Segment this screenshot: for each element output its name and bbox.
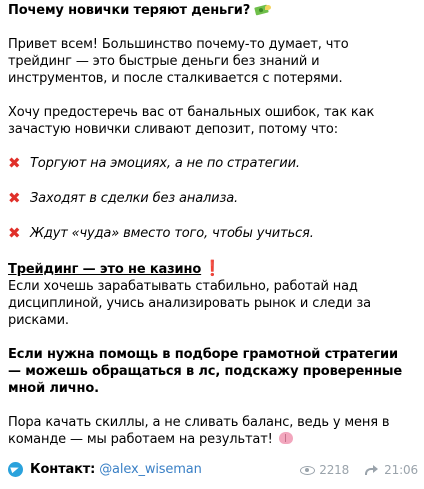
section-paragraph: Если хочешь зарабатывать стабильно, работай над дисциплиной, учись анализировать рынок и следи за рисками. [8,279,371,328]
message-meta [300,462,418,479]
closing-paragraph [8,414,412,448]
section-heading-text: Трейдинг — это не казино [8,262,202,277]
list-item [8,155,412,172]
section-heading [8,260,412,278]
view-count: 2218 [319,463,350,477]
cross-mark-icon: ✖ [8,224,21,242]
warning-paragraph: Хочу предостеречь вас от банальных ошибок, так как зачастую новички сливают депозит, потому что: [8,105,375,137]
post-title [8,2,412,19]
closing-text: Пора качать скиллы, а не сливать баланс, ведь у меня в команде — мы работаем на результат! [8,415,390,447]
list-item-text: Заходят в сделки без анализа. [30,191,239,206]
cross-mark-icon: ✖ [8,189,21,207]
post-title-text: Почему новички теряют деньги? [8,3,251,18]
exclamation-mark-icon: ❗ [203,259,222,277]
help-paragraph: Если нужна помощь в подборе грамотной стратегии — можешь обращаться в лс, подскажу проверенные мной лично. [8,347,403,396]
message-time: 21:06 [384,463,418,477]
list-item [8,190,412,207]
eye-icon [300,466,315,475]
contact-link[interactable]: @alex_wiseman [99,462,202,477]
list-item [8,225,412,242]
list-item-text: Торгуют на эмоциях, а не по стратегии. [30,156,300,171]
share-icon[interactable] [365,465,378,477]
money-with-wings-icon [255,5,271,16]
intro-paragraph: Привет всем! Большинство почему-то думает, что трейдинг — это быстрые деньги без знаний и инструментов, и после сталкивается с потерями. [8,37,349,86]
telegram-icon [8,462,23,477]
list-item-text: Ждут «чуда» вместо того, чтобы учиться. [30,226,314,241]
cross-mark-icon: ✖ [8,154,21,172]
contact-label: Контакт: [30,462,96,477]
brain-icon [279,432,293,444]
